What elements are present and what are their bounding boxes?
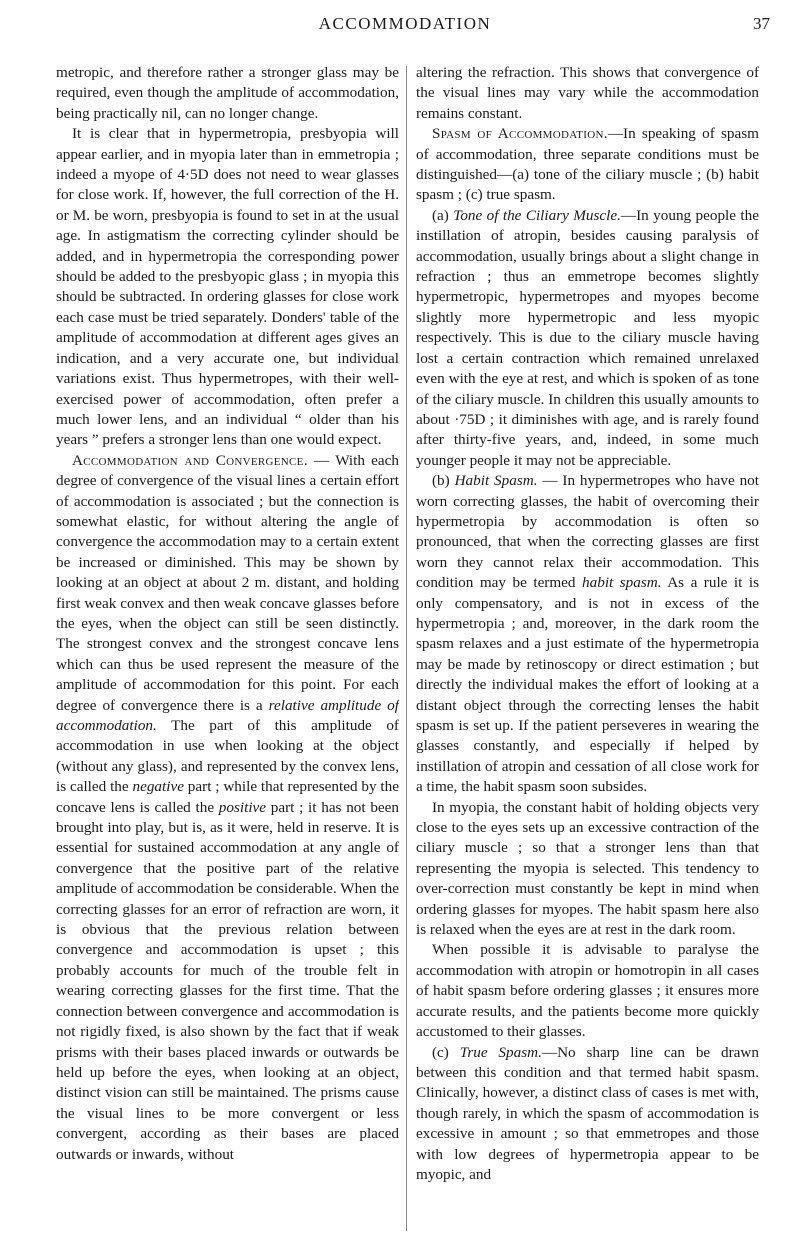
page-number: 37 <box>753 14 770 33</box>
paragraph: altering the refraction. This shows that convergence of the visual lines may vary while the accommodation remains constant. <box>416 64 759 122</box>
paragraph <box>416 124 759 206</box>
italic-term: negative <box>132 778 184 796</box>
paragraph-text: part ; while that represented by the concave lens is called the <box>56 778 399 816</box>
paragraph-text: part ; it has not been brought into play, but is, as it were, held in reserve. It is essential for sustained accommodation at any angle of convergence that the positive part of the relative amplitude of accommodation be considerable. When the correcting glasses for an error of refraction are worn, it is obvious that the previous relation between convergence and accommodation is upset ; this probably accounts for much of the trouble felt in wearing correcting glasses for the first time. That the connection between convergence and accommodation is not rigidly fixed, is also shown by the fact that if weak prisms with their bases placed inwards or outwards be held up before the eyes, when looking at an object, distinct vision can still be maintained. The prisms cause the visual lines to be more convergent or less convergent, according as their bases are placed outwards or inwards, without <box>56 798 399 1163</box>
paragraph-text: —No sharp line can be drawn between this condition and that termed habit spasm. Clinically, however, a distinct class of cases is met with, though rarely, in which the spasm of accommodation is excessive in amount ; so that emmetropes and those with low degrees of hypermetropia appear to be myopic, and <box>416 1043 759 1183</box>
section-heading: Spasm of Accommodation. <box>432 125 608 143</box>
subsection-label: (c) <box>432 1043 460 1061</box>
italic-term: habit spasm. <box>582 574 662 592</box>
paragraph: In myopia, the constant habit of holding objects very close to the eyes sets up an excessive contraction of the ciliary muscle ; so that a stronger lens than that representing the myopia is selected. This tendency to over-correction must constantly be kept in mind when ordering glasses for myopes. The habit spasm here also is relaxed when the eyes are at rest in the dark room. <box>416 798 759 939</box>
subsection-heading: Habit Spasm. <box>454 472 538 490</box>
paragraph <box>416 206 759 471</box>
paragraph: When possible it is advisable to paralyse the accommodation with atropin or homotropin in all cases of habit spasm before ordering glasses ; it ensures more accurate results, and the patients become more quickly accustomed to their glasses. <box>416 941 759 1041</box>
subsection-label: (b) <box>432 472 455 490</box>
paragraph: metropic, and therefore rather a stronger glass may be required, even though the amplitude of accommodation, being practically nil, can no longer change. <box>56 64 399 122</box>
page-header <box>40 14 770 44</box>
section-heading: Accommodation and Convergence. <box>72 451 308 469</box>
paragraph-text: The part of this amplitude of accommodation in use when looking at the object (without any glass), and represented by the convex lens, is called the <box>56 717 399 796</box>
paragraph-text: — In hypermetropes who have not worn correcting glasses, the habit of overcoming their hypermetropia by accommodation is often so pronounced, that when the correcting glasses are first worn they cannot relax their accommodation. This condition may be termed <box>416 472 759 592</box>
italic-term: relative amplitude of accommodation. <box>56 696 399 734</box>
subsection-label: (a) <box>432 206 454 224</box>
paragraph-text: —In young people the instillation of atropin, besides causing paralysis of accommodation, usually brings about a slight change in refraction ; thus an emmetrope becomes slightly hypermetropic, hypermetropes and myopes become slightly more hypermetropic and less myopic respectively. This is due to the ciliary muscle having lost a certain contraction which remained unrelaxed even with the eye at rest, and which is spoken of as tone of the ciliary muscle. In children this usually amounts to about ·75D ; it diminishes with age, and is rarely found after thirty-five years, and, indeed, in some much younger people it may not be appreciable. <box>416 206 759 469</box>
paragraph-text: —In speaking of spasm of accommodation, three separate conditions must be distinguished—(a) tone of the ciliary muscle ; (b) habit spasm ; (c) true spasm. <box>416 125 759 204</box>
italic-term: positive <box>218 798 267 816</box>
subsection-heading: Tone of the Ciliary Muscle. <box>453 206 621 224</box>
left-column <box>56 63 399 1233</box>
paragraph-text: — With each degree of convergence of the visual lines a certain effort of accommodation is associated ; but the connection is somewhat elastic, for without altering the angle of convergence the accommodation may to a certain extent be increased or diminished. This may be shown by looking at an object at about 2 m. distant, and holding first weak convex and then weak concave glasses before the eyes, when the object can still be seen distinctly. The strongest convex and the strongest concave lens which can thus be used represent the measure of the amplitude of accommodation for this point. For each degree of convergence there is a <box>56 451 399 714</box>
paragraph <box>416 471 759 798</box>
paragraph <box>56 451 399 1165</box>
column-divider <box>406 66 407 1231</box>
paragraph <box>416 1043 759 1186</box>
paragraph: It is clear that in hypermetropia, presbyopia will appear earlier, and in myopia later than in emmetropia ; indeed a myope of 4·5D does not need to wear glasses for close work. If, however, the full correction of the H. or M. be worn, presbyopia is found to set in at the usual age. In astigmatism the correcting cylinder should be added, and in hypermetropia the corresponding power should be added to the presbyopic glass ; in myopia this should be subtracted. In ordering glasses for close work each case must be tried separately. Donders' table of the amplitude of accommodation at different ages gives an indication, and a very accurate one, but individual variations exist. Thus hypermetropes, with their well-exercised power of accommodation, often prefer a much lower lens, and an individual “ older than his years ” prefers a stronger lens than one would expect. <box>56 125 399 449</box>
subsection-heading: True Spasm. <box>459 1043 542 1061</box>
paragraph-text: As a rule it is only compensatory, and is not in excess of the hypermetropia ; and, moreover, in the dark room the spasm relaxes and a just estimate of the hypermetropia may be made by retinoscopy or direct estimation ; but directly the individual makes the effort of looking at a distant object through the correcting lenses the habit spasm is set up. If the patient perseveres in wearing the glasses constantly, and especially if helped by instillation of atropin and cessation of all close work for a time, the habit spasm soon subsides. <box>416 574 759 796</box>
right-column <box>416 63 759 1233</box>
running-head: ACCOMMODATION <box>318 14 492 33</box>
